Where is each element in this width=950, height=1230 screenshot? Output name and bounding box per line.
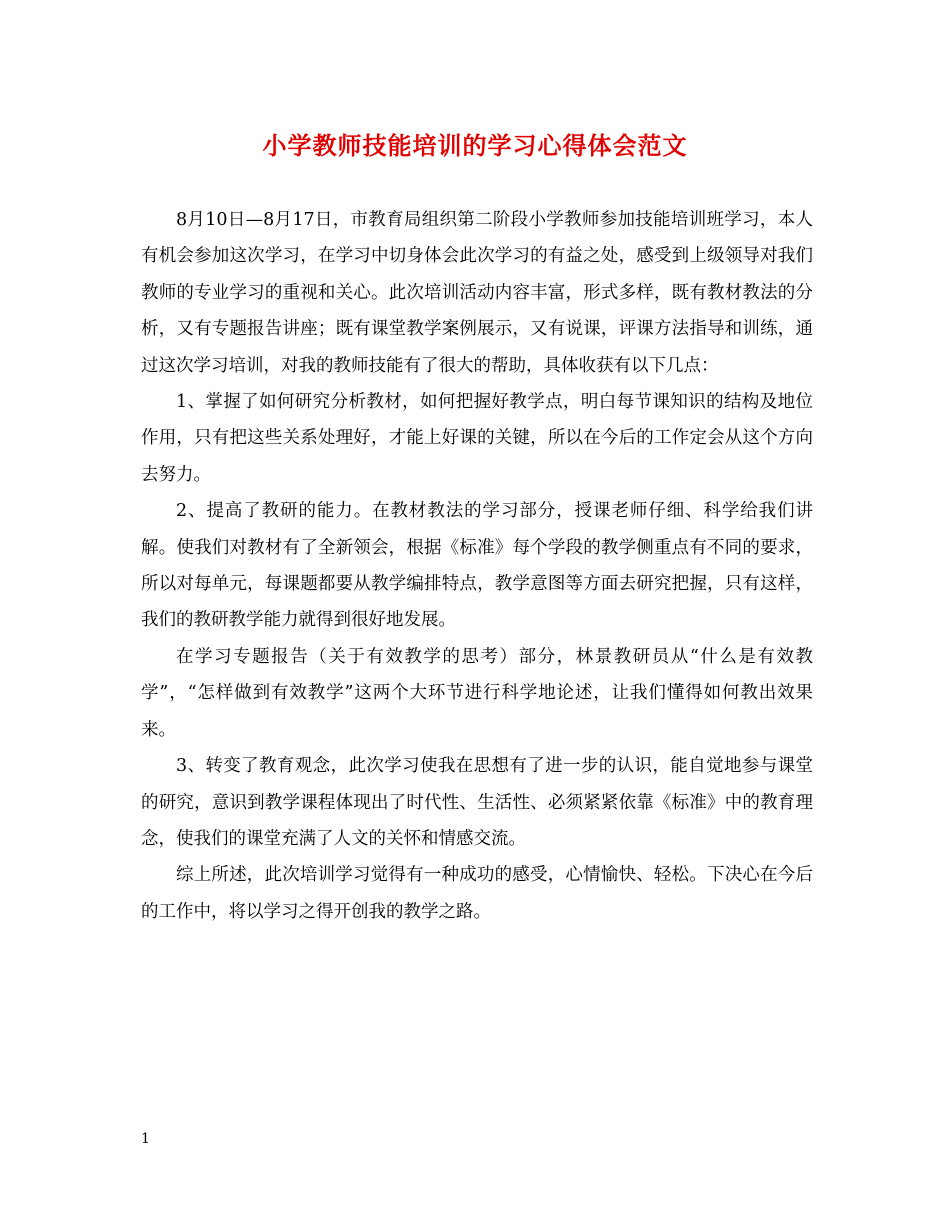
document-body [141,202,813,930]
paragraph-special-report: 在学习专题报告（关于有效教学的思考）部分，林景教研员从“什么是有效教学”，“怎样做到有效教学”这两个大环节进行科学地论述，让我们懂得如何教出效果来。 [141,646,813,740]
paragraph-intro: 8月10日—8月17日，市教育局组织第二阶段小学教师参加技能培训班学习，本人有机会参加这次学习，在学习中切身体会此次学习的有益之处，感受到上级领导对我们教师的专业学习的重视和关心。此次培训活动内容丰富，形式多样，既有教材教法的分析，又有专题报告讲座；既有课堂教学案例展示，又有说课，评课方法指导和训练，通过这次学习培训，对我的教师技能有了很大的帮助，具体收获有以下几点： [141,210,813,376]
paragraph-point-3: 3、转变了教育观念，此次学习使我在思想有了进一步的认识，能自觉地参与课堂的研究，意识到教学课程体现出了时代性、生活性、必须紧紧依靠《标准》中的教育理念，使我们的课堂充满了人文的关怀和情感交流。 [141,756,813,849]
paragraph-point-2: 2、提高了教研的能力。在教材教法的学习部分，授课老师仔细、科学给我们讲解。使我们对教材有了全新领会，根据《标准》每个学段的教学侧重点有不同的要求，所以对每单元，每课题都要从教学编排特点，教学意图等方面去研究把握，只有这样，我们的教研教学能力就得到很好地发展。 [141,501,813,631]
paragraph-point-1: 1、掌握了如何研究分析教材，如何把握好教学点，明白每节课知识的结构及地位作用，只有把这些关系处理好，才能上好课的关键，所以在今后的工作定会从这个方向去努力。 [141,392,813,485]
paragraph-conclusion: 综上所述，此次培训学习觉得有一种成功的感受，心情愉快、轻松。下决心在今后的工作中，将以学习之得开创我的教学之路。 [141,865,813,922]
page-number: 1 [141,1131,150,1147]
document-title: 小学教师技能培训的学习心得体会范文 [262,131,688,160]
